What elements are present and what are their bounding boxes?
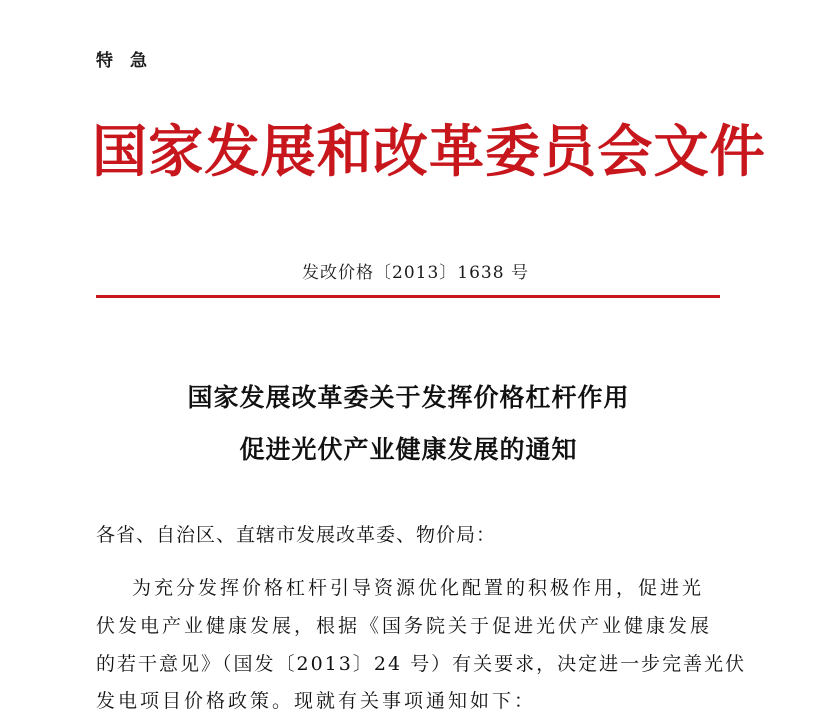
masthead-title: 国家发展和改革委员会文件 (92, 119, 766, 185)
red-divider-line (96, 295, 720, 298)
document-title-line-1: 国家发展改革委关于发挥价格杠杆作用 (187, 383, 630, 412)
salutation: 各省、自治区、直辖市发展改革委、物价局： (96, 524, 497, 546)
document-title-line-2: 促进光伏产业健康发展的通知 (239, 435, 578, 464)
urgency-label: 特急 (96, 51, 164, 71)
body-line-4: 发电项目价格政策。现就有关事项通知如下： (96, 690, 537, 712)
document-number: 发改价格〔2013〕1638 号 (302, 263, 529, 283)
body-line-2: 伏发电产业健康发展，根据《国务院关于促进光伏产业健康发展 (96, 615, 713, 637)
body-line-3: 的若干意见》（国发〔2013〕24 号）有关要求，决定进一步完善光伏 (96, 653, 747, 675)
body-line-1: 为充分发挥价格杠杆引导资源优化配置的积极作用，促进光 (132, 577, 705, 599)
